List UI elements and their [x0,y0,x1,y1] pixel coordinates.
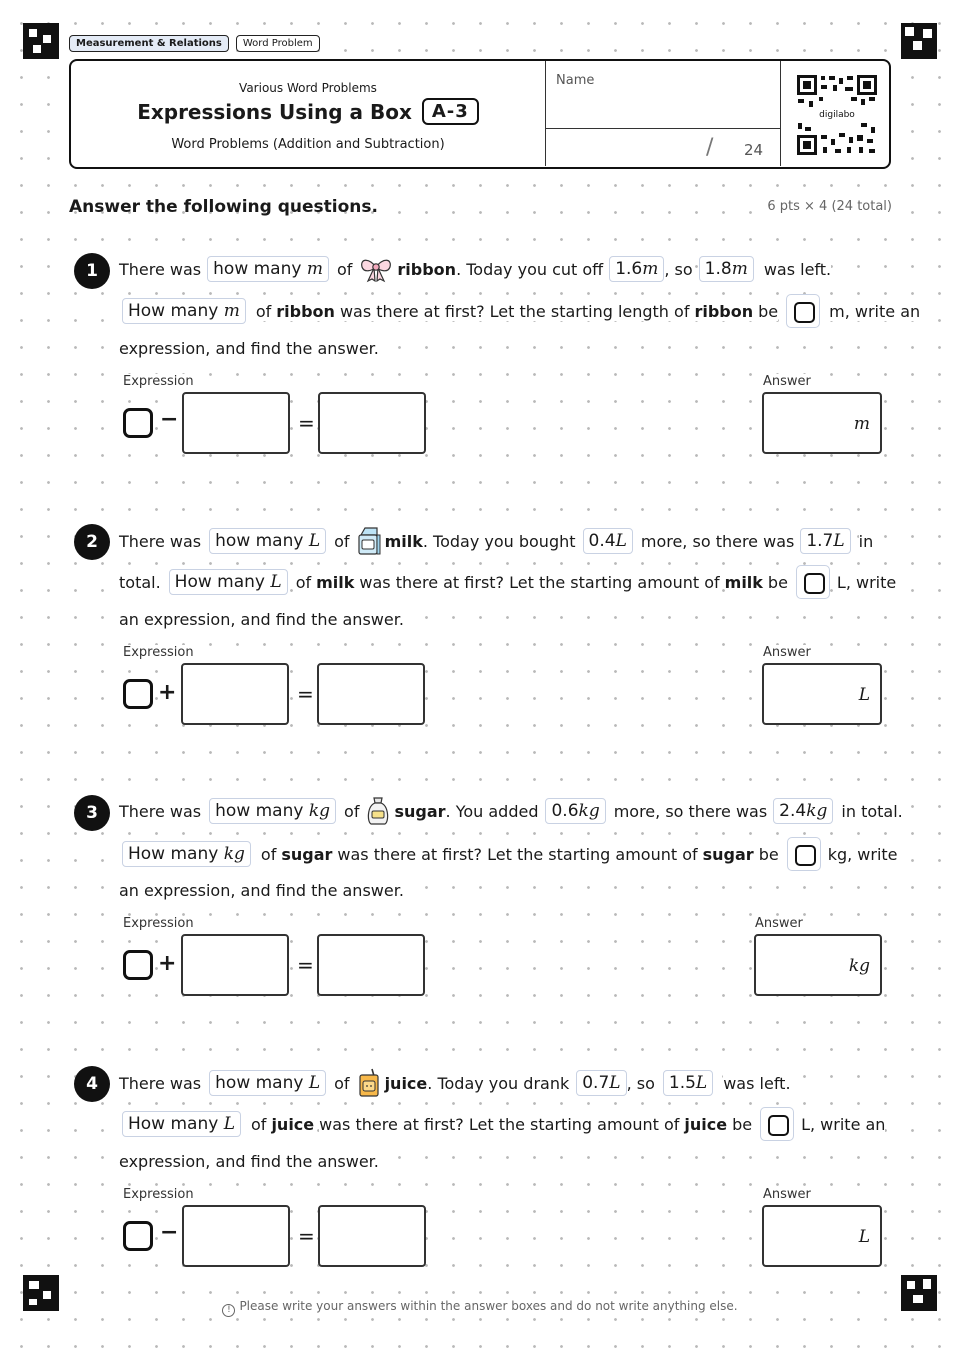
answer-input[interactable] [762,392,882,454]
question-line-2: How many kg of sugar was there at first? Let the starting amount of sugar be kg, write [119,837,898,871]
question-line-3: an expression, and find the answer. [119,881,404,900]
expression-input-2[interactable] [318,392,426,454]
info-icon: ! [222,1304,235,1317]
expression-input-1[interactable] [181,934,289,996]
milk-carton-icon [356,526,382,556]
question-number: 1 [74,253,110,289]
variable-box-icon [786,294,820,328]
tag-type: Word Problem [236,35,320,52]
qr-code-icon [795,73,879,157]
page-title: Expressions Using a Box [137,99,412,124]
expression-label: Expression [123,916,194,931]
question-line-2: How many L of juice was there at first? Let the starting amount of juice be L, write an [119,1107,885,1141]
expression-input-2[interactable] [318,1205,426,1267]
variable-box-icon [796,565,830,599]
worksheet-code: A-3 [422,98,479,125]
name-field[interactable] [545,61,781,166]
variable-box-icon [760,1107,794,1141]
juice-box-icon [356,1068,382,1098]
answer-input[interactable] [762,1205,882,1267]
variable-box-icon [787,837,821,871]
expression-input-1[interactable] [182,1205,290,1267]
question-number: 3 [74,795,110,831]
answer-unit: L [858,685,870,705]
box-symbol-icon [123,950,153,980]
header-subtitle: Word Problems (Addition and Subtraction) [171,137,445,152]
equals-sign: = [297,682,314,706]
expression-input-2[interactable] [317,663,425,725]
score-slash: / [706,135,714,160]
header-category: Various Word Problems [239,81,377,95]
question-number: 2 [74,524,110,560]
answer-label: Answer [763,1187,811,1202]
box-symbol-icon [123,408,153,438]
expression-label: Expression [123,1187,194,1202]
question-line-1: There was how many L of juice . Today you drank 0.7L , so 1.5L was left. [119,1068,791,1098]
answer-unit: kg [848,956,870,976]
points-info: 6 pts × 4 (24 total) [767,199,892,214]
corner-marker-top-right [901,23,937,59]
answer-unit: L [858,1227,870,1247]
footer-text: Please write your answers within the answer boxes and do not write anything else. [239,1299,738,1313]
answer-input[interactable] [754,934,882,996]
question-line-3: an expression, and find the answer. [119,610,404,629]
answer-unit: m [853,414,870,434]
worksheet-header [69,59,891,169]
question-number: 4 [74,1066,110,1102]
question-line-3: expression, and find the answer. [119,339,379,358]
tag-category: Measurement & Relations [69,35,229,52]
answer-label: Answer [755,916,803,931]
equals-sign: = [297,953,314,977]
operator: − [160,1220,179,1245]
tag-row [69,35,320,52]
score-total: 24 [744,141,764,159]
equals-sign: = [298,411,315,435]
answer-input[interactable] [762,663,882,725]
question-line-3: expression, and find the answer. [119,1152,379,1171]
question-4 [0,1066,960,1296]
expression-label: Expression [123,374,194,389]
operator: + [158,951,177,976]
instructions: Answer the following questions. [69,197,378,217]
qr-label: digilabo [819,110,855,120]
expression-input-1[interactable] [181,663,289,725]
expression-input-1[interactable] [182,392,290,454]
equals-sign: = [298,1224,315,1248]
header-title-area [71,61,545,166]
question-1 [0,253,960,483]
operator: + [158,680,177,705]
question-line-1: There was how many kg of sugar . You added 0.6kg more, so there was 2.4kg in total. [119,796,903,826]
box-symbol-icon [123,1221,153,1251]
ribbon-icon [358,255,394,283]
answer-label: Answer [763,374,811,389]
question-2 [0,524,960,754]
box-symbol-icon [123,679,153,709]
expression-input-2[interactable] [317,934,425,996]
corner-marker-top-left [23,23,59,59]
question-3 [0,795,960,1025]
expression-label: Expression [123,645,194,660]
sugar-bag-icon [365,796,391,826]
question-line-2: How many m of ribbon was there at first? Let the starting length of ribbon be m, write an [119,294,920,328]
question-line-1: There was how many m of ribbon . Today you cut off 1.6m , so 1.8m was left. [119,255,831,283]
name-label: Name [556,73,595,88]
answer-label: Answer [763,645,811,660]
footer-note [0,1299,960,1317]
operator: − [160,407,179,432]
question-line-2: total. How many L of milk was there at first? Let the starting amount of milk be L, write [119,565,896,599]
question-line-1: There was how many L of milk . Today you bought 0.4L more, so there was 1.7L in [119,526,873,556]
